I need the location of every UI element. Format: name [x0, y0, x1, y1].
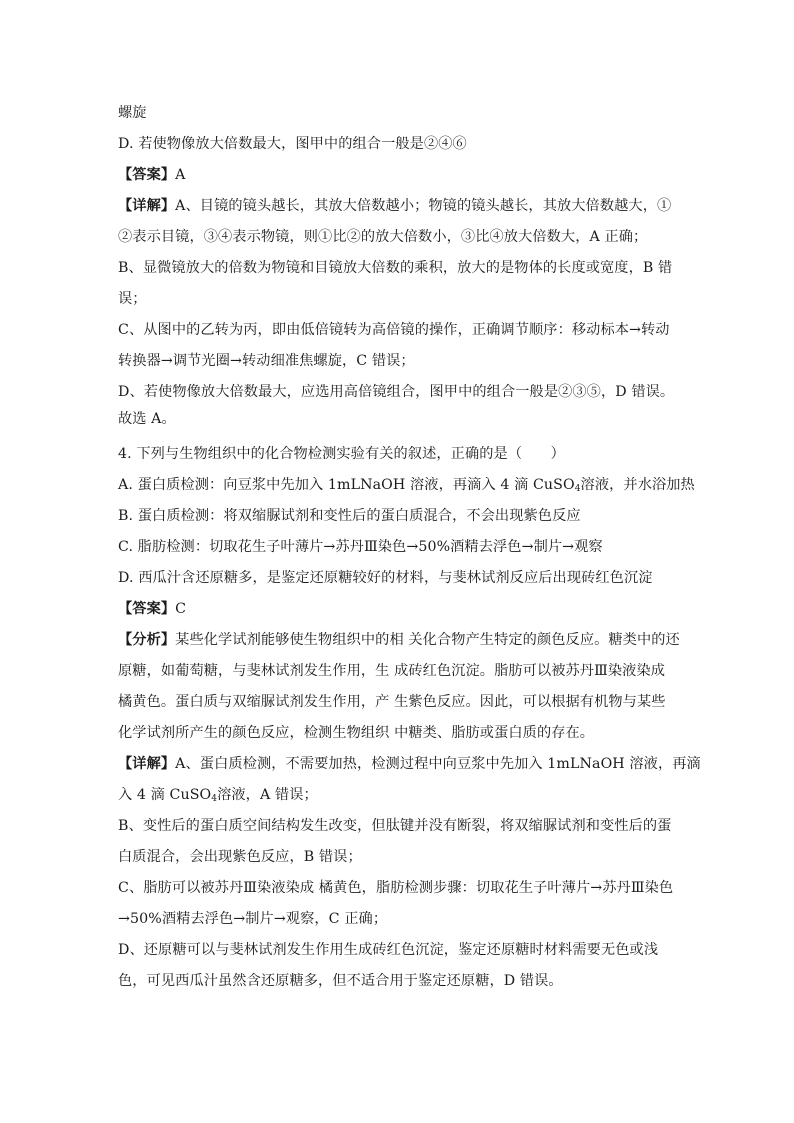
q4-analysis-line: 橘黄色。蛋白质与双缩脲试剂发生作用，产 生紫色反应。因此，可以根据有机物与某些	[118, 694, 666, 710]
detail-label: 【详解】	[118, 198, 176, 214]
q4-detail-line: 【详解】A、蛋白质检测，不需要加热，检测过程中向豆浆中先加入 1mLNaOH 溶液，再滴	[118, 756, 701, 772]
answer-value: A	[175, 167, 186, 183]
q3-detail-line: 转换器→调节光圈→转动细准焦螺旋，C 错误；	[118, 353, 415, 369]
q4-option-d: D. 西瓜汁含还原糖多，是鉴定还原糖较好的材料，与斐林试剂反应后出现砖红色沉淀	[118, 570, 653, 586]
q4-answer	[118, 599, 678, 619]
q3-detail-line: 故选 A。	[118, 411, 176, 427]
q3-detail-line: B、显微镜放大的倍数为物镜和目镜放大倍数的乘积，放大的是物体的长度或宽度，B 错	[118, 260, 673, 276]
answer-label: 【答案】	[118, 167, 176, 183]
analysis-label: 【分析】	[118, 632, 176, 648]
q3-detail-line: 误；	[118, 291, 147, 307]
q4-detail-line: C、脂肪可以被苏丹Ⅲ染液染成 橘黄色，脂肪检测步骤：切取花生子叶薄片→苏丹Ⅲ染色	[118, 880, 674, 896]
detail-label: 【详解】	[118, 756, 176, 772]
q4-detail-line: 色，可见西瓜汁虽然含还原糖多，但不适合用于鉴定还原糖，D 错误。	[118, 973, 563, 989]
q4-detail-line: →50%酒精去浮色→制片→观察，C 正确；	[118, 911, 388, 927]
q3-detail-line: ②表示目镜，③④表示物镜，则①比②的放大倍数小，③比④放大倍数大，A 正确；	[118, 229, 648, 245]
q4-stem: 4. 下列与生物组织中的化合物检测实验有关的叙述，正确的是（ ）	[118, 446, 565, 462]
q4-analysis-line: 化学试剂所产生的颜色反应，检测生物组织 中糖类、脂肪或蛋白质的存在。	[118, 725, 595, 741]
q3-detail-line: C、从图中的乙转为丙，即由低倍镜转为高倍镜的操作，正确调节顺序：移动标本→转动	[118, 322, 670, 338]
q3-answer	[118, 165, 678, 185]
q4-detail-line: 白质混合，会出现紫色反应，B 错误；	[118, 849, 362, 865]
q4-analysis-line: 原糖，如葡萄糖，与斐林试剂发生作用，生 成砖红色沉淀。脂肪可以被苏丹Ⅲ染液染成	[118, 663, 666, 679]
q4-detail-line: 入 4 滴 CuSO$_4$溶液，A 错误；	[118, 787, 318, 804]
q3-option-d: D. 若使物像放大倍数最大，图甲中的组合一般是②④⑥	[118, 136, 467, 152]
q4-option-b: B. 蛋白质检测：将双缩脲试剂和变性后的蛋白质混合，不会出现紫色反应	[118, 508, 581, 524]
q4-detail-line: B、变性后的蛋白质空间结构发生改变，但肽键并没有断裂，将双缩脲试剂和变性后的蛋	[118, 818, 672, 834]
q4-analysis-line: 【分析】某些化学试剂能够使生物组织中的相 关化合物产生特定的颜色反应。糖类中的还	[118, 632, 680, 648]
q3-continuation-line: 螺旋	[118, 105, 147, 121]
q3-detail-line: D、若使物像放大倍数最大，应选用高倍镜组合，图甲中的组合一般是②③⑤，D 错误。	[118, 384, 675, 400]
answer-value: C	[175, 601, 187, 617]
q4-detail-line: D、还原糖可以与斐林试剂发生作用生成砖红色沉淀，鉴定还原糖时材料需要无色或浅	[118, 942, 659, 958]
q4-option-c: C. 脂肪检测：切取花生子叶薄片→苏丹Ⅲ染色→50%酒精去浮色→制片→观察	[118, 539, 603, 555]
q4-option-a: A. 蛋白质检测：向豆浆中先加入 1mLNaOH 溶液，再滴入 4 滴 CuSO$_4$溶液，并水浴加热	[118, 477, 695, 494]
answer-label: 【答案】	[118, 601, 176, 617]
q3-detail-line: 【详解】A、目镜的镜头越长，其放大倍数越小；物镜的镜头越长，其放大倍数越大，①	[118, 198, 672, 214]
